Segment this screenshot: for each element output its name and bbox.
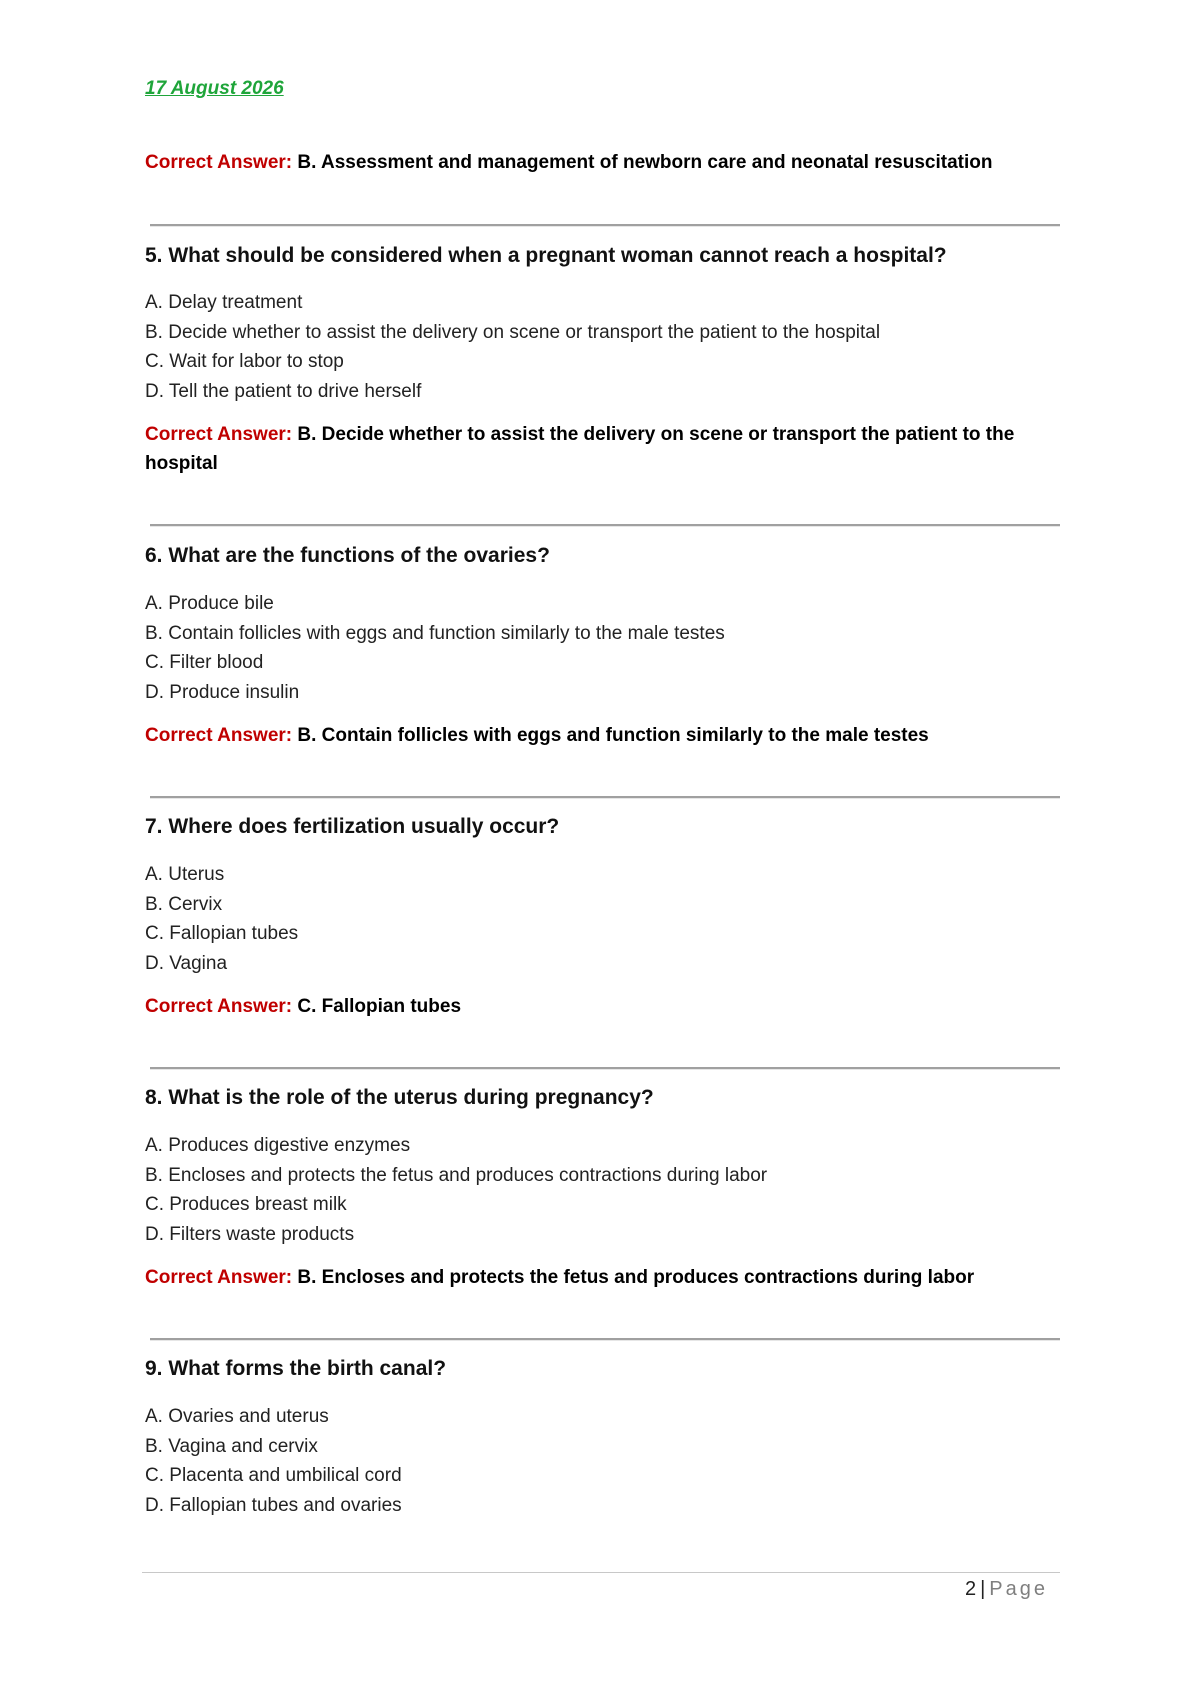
option-d: D. Tell the patient to drive herself: [145, 380, 422, 402]
header-date: 17 August 2026: [145, 78, 284, 99]
question-9-title: 9. What forms the birth canal?: [145, 1357, 447, 1380]
correct-answer-label: Correct Answer:: [145, 725, 293, 746]
section-divider: [150, 224, 1060, 226]
question-6-correct-answer: [145, 721, 1050, 750]
section-divider: [150, 1338, 1060, 1340]
option-d: D. Vagina: [145, 952, 228, 974]
section-divider: [150, 796, 1060, 798]
footer-divider: [142, 1572, 1060, 1573]
option-a: A. Delay treatment: [145, 292, 303, 313]
correct-answer-label: Correct Answer:: [145, 1267, 293, 1288]
option-a: A. Produce bile: [145, 593, 274, 614]
correct-answer-text: C. Fallopian tubes: [297, 996, 462, 1017]
option-b: B. Encloses and protects the fetus and produces contractions during labor: [145, 1164, 768, 1186]
option-c: C. Fallopian tubes: [145, 923, 299, 944]
option-b: B. Vagina and cervix: [145, 1435, 318, 1457]
question-9-options: [145, 1402, 402, 1520]
correct-answer-text: B. Encloses and protects the fetus and produces contractions during labor: [297, 1267, 975, 1288]
page-footer: [965, 1578, 1048, 1601]
correct-answer-text: B. Decide whether to assist the delivery on scene or transport the patient to the hospital: [145, 424, 1015, 474]
correct-answer-label: Correct Answer:: [145, 424, 293, 445]
option-b: B. Decide whether to assist the delivery on scene or transport the patient to the hospital: [145, 321, 881, 343]
option-c: C. Filter blood: [145, 652, 264, 673]
question-7-title: 7. Where does fertilization usually occur?: [145, 815, 560, 838]
option-b: B. Cervix: [145, 893, 223, 915]
option-a: A. Produces digestive enzymes: [145, 1135, 411, 1156]
page-word: Page: [989, 1578, 1048, 1600]
correct-answer-prev: [145, 148, 1050, 177]
question-8-correct-answer: [145, 1263, 1050, 1292]
option-d: D. Produce insulin: [145, 681, 300, 703]
option-c: C. Wait for labor to stop: [145, 351, 344, 372]
option-d: D. Filters waste products: [145, 1223, 355, 1245]
question-6-options: [145, 589, 725, 707]
question-5-options: [145, 288, 880, 406]
option-d: D. Fallopian tubes and ovaries: [145, 1494, 402, 1516]
option-a: A. Ovaries and uterus: [145, 1406, 329, 1427]
correct-answer-label: Correct Answer:: [145, 152, 293, 173]
section-divider: [150, 524, 1060, 526]
correct-answer-label: Correct Answer:: [145, 996, 293, 1017]
question-5-title: 5. What should be considered when a pregnant woman cannot reach a hospital?: [145, 244, 947, 267]
section-divider: [150, 1067, 1060, 1069]
question-7-correct-answer: [145, 992, 1050, 1021]
question-8-options: [145, 1131, 767, 1249]
page-number: 2: [964, 1578, 977, 1600]
correct-answer-text: B. Contain follicles with eggs and function similarly to the male testes: [297, 725, 929, 746]
question-7-options: [145, 860, 298, 978]
question-5-correct-answer: [145, 420, 1050, 478]
option-a: A. Uterus: [145, 864, 225, 885]
footer-separator: |: [980, 1578, 986, 1600]
question-6-title: 6. What are the functions of the ovaries?: [145, 544, 550, 567]
question-8-title: 8. What is the role of the uterus during pregnancy?: [145, 1086, 654, 1109]
correct-answer-text: B. Assessment and management of newborn care and neonatal resuscitation: [297, 152, 993, 173]
option-b: B. Contain follicles with eggs and function similarly to the male testes: [145, 622, 725, 644]
option-c: C. Produces breast milk: [145, 1194, 347, 1215]
option-c: C. Placenta and umbilical cord: [145, 1465, 402, 1486]
